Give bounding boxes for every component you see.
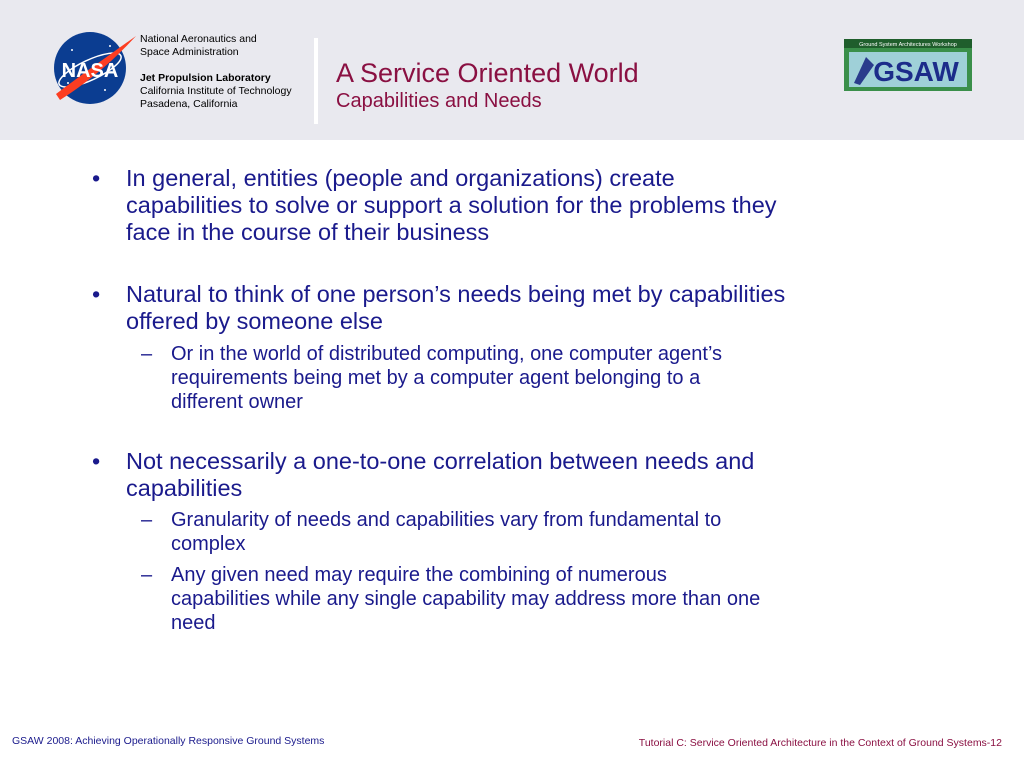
lab-line-2: California Institute of Technology xyxy=(140,85,292,97)
sub-bullet-marker: – xyxy=(141,564,153,586)
sub-bullet-marker: – xyxy=(141,343,153,365)
sub-bullet-3-1-line-1: Granularity of needs and capabilities vary from fundamental to xyxy=(171,509,722,531)
nasa-logo-text: NASA xyxy=(61,60,119,82)
org-line-1: National Aeronautics and xyxy=(140,33,257,45)
bullet-2-line-1: Natural to think of one person’s needs being met by capabilities xyxy=(126,281,786,307)
bullet-1-line-1: In general, entities (people and organizations) create xyxy=(126,165,675,191)
org-line-2: Space Administration xyxy=(140,46,239,58)
sub-bullet-2-1-line-3: different owner xyxy=(171,391,303,413)
bullet-3-line-1: Not necessarily a one-to-one correlation between needs and xyxy=(126,448,755,474)
gsaw-banner-text: Ground System Architectures Workshop xyxy=(859,42,957,48)
bullet-marker: • xyxy=(92,448,101,474)
footer-right: Tutorial C: Service Oriented Architecture in the Context of Ground Systems-12 xyxy=(638,737,1002,749)
bullet-marker: • xyxy=(92,165,101,191)
bullet-marker: • xyxy=(92,281,101,307)
bullet-3-line-2: capabilities xyxy=(126,475,243,501)
gsaw-logo-text: GSAW xyxy=(873,56,959,87)
sub-bullet-3-2-line-2: capabilities while any single capability may address more than one xyxy=(171,588,761,610)
sub-bullet-3-2-line-3: need xyxy=(171,612,216,634)
sub-bullet-2-1-line-1: Or in the world of distributed computing, one computer agent’s xyxy=(171,343,723,365)
footer-left: GSAW 2008: Achieving Operationally Responsive Ground Systems xyxy=(12,735,325,747)
sub-bullet-2-1-line-2: requirements being met by a computer agent belonging to a xyxy=(171,367,701,389)
sub-bullet-marker: – xyxy=(141,509,153,531)
sub-bullet-3-1-line-2: complex xyxy=(171,533,246,555)
lab-name: Jet Propulsion Laboratory xyxy=(140,72,271,84)
slide-title: A Service Oriented World xyxy=(336,58,639,88)
lab-line-3: Pasadena, California xyxy=(140,98,238,110)
bullet-1-line-2: capabilities to solve or support a solution for the problems they xyxy=(126,192,777,218)
slide-subtitle: Capabilities and Needs xyxy=(336,90,542,112)
sub-bullet-3-2-line-1: Any given need may require the combining of numerous xyxy=(171,564,667,586)
bullet-1-line-3: face in the course of their business xyxy=(126,219,490,245)
bullet-2-line-2: offered by someone else xyxy=(126,308,383,334)
